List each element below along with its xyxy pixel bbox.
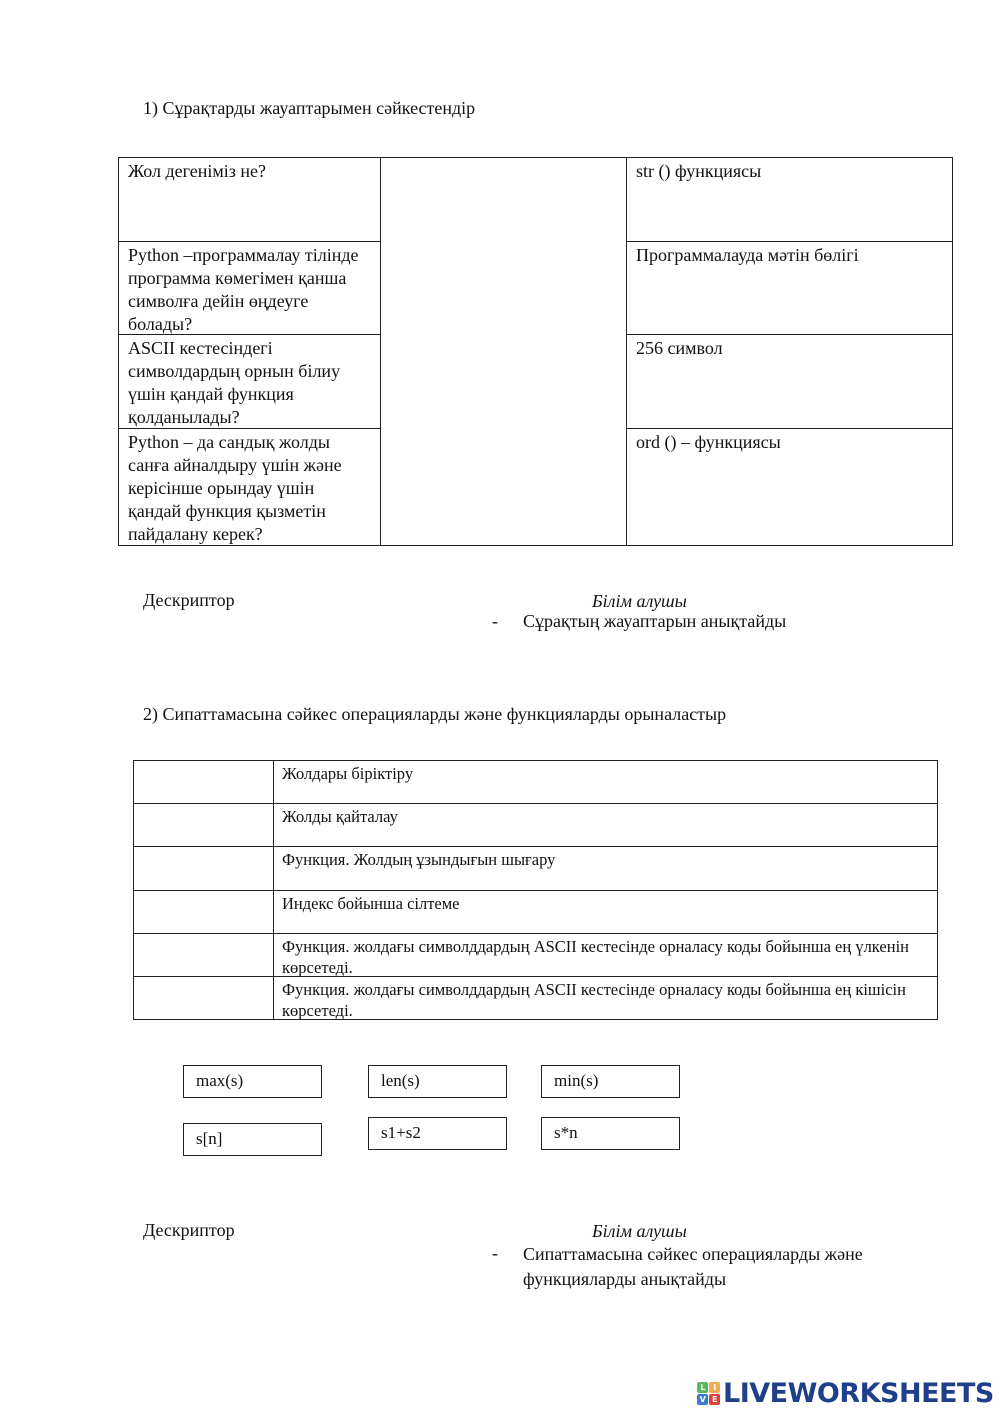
section2-title: 2) Сипаттамасына сәйкес операцияларды және функцияларды орыналастыр [143, 704, 727, 724]
descriptor-label: Дескриптор [143, 1220, 235, 1240]
description-cell: Функция. Жолдың ұзындығын шығару [273, 846, 938, 891]
answer-cell: str () функциясы [626, 157, 953, 242]
question-cell: Python – да сандық жолды санға айналдыру үшін және керісінше орындау үшін қандай функция қызметін пайдалану керек? [118, 428, 381, 546]
drop-cell[interactable] [133, 803, 274, 847]
question-cell: Жол дегеніміз не? [118, 157, 381, 242]
bullet-dash: - [492, 1243, 498, 1263]
drop-cell[interactable] [133, 933, 274, 977]
description-cell: Функция. жолдағы символддардың ASCII кестесінде орналасу коды бойынша ең кішісін көрсетеді. [273, 976, 938, 1020]
description-cell: Функция. жолдағы символддардың ASCII кестесінде орналасу коды бойынша ең үлкенін көрсетеді. [273, 933, 938, 977]
drop-cell[interactable] [133, 846, 274, 891]
option-len[interactable]: len(s) [368, 1065, 507, 1098]
option-min[interactable]: min(s) [541, 1065, 680, 1098]
option-repeat[interactable]: s*n [541, 1117, 680, 1150]
answer-cell: 256 символ [626, 334, 953, 429]
answer-cell: ord () – функциясы [626, 428, 953, 546]
question-cell: Python –программалау тілінде программа көмегімен қанша символға дейін өңдеуге болады? [118, 241, 381, 335]
logo-letter: E [709, 1394, 720, 1405]
answer-drop-zone[interactable] [380, 157, 627, 546]
option-concat[interactable]: s1+s2 [368, 1117, 507, 1150]
logo-text: LIVEWORKSHEETS [723, 1378, 994, 1409]
drop-cell[interactable] [133, 760, 274, 804]
learner-label: Білім алушы [592, 591, 687, 611]
logo-letter: I [709, 1382, 720, 1393]
liveworksheets-logo [697, 1378, 994, 1409]
answer-cell: Программалауда мәтін бөлігі [626, 241, 953, 335]
description-cell: Жолдары біріктіру [273, 760, 938, 804]
descriptor-label: Дескриптор [143, 590, 235, 610]
description-cell: Жолды қайталау [273, 803, 938, 847]
learner-label: Білім алушы [592, 1221, 687, 1241]
bullet-dash: - [492, 611, 498, 631]
question-cell: ASCII кестесіндегі символдардың орнын білиу үшін қандай функция қолданылады? [118, 334, 381, 429]
drop-cell[interactable] [133, 890, 274, 934]
option-max[interactable]: max(s) [183, 1065, 322, 1098]
description-cell: Индекс бойынша сілтеме [273, 890, 938, 934]
descriptor-item: Сипаттамасына сәйкес операцияларды және функцияларды анықтайды [523, 1244, 863, 1289]
descriptor-item: Сұрақтың жауаптарын анықтайды [523, 611, 787, 631]
section1-title: 1) Сұрақтарды жауаптарымен сәйкестендір [143, 98, 476, 118]
logo-icon [697, 1382, 720, 1405]
logo-letter: L [697, 1382, 708, 1393]
logo-letter: V [697, 1394, 708, 1405]
drop-cell[interactable] [133, 976, 274, 1020]
option-index[interactable]: s[n] [183, 1123, 322, 1156]
